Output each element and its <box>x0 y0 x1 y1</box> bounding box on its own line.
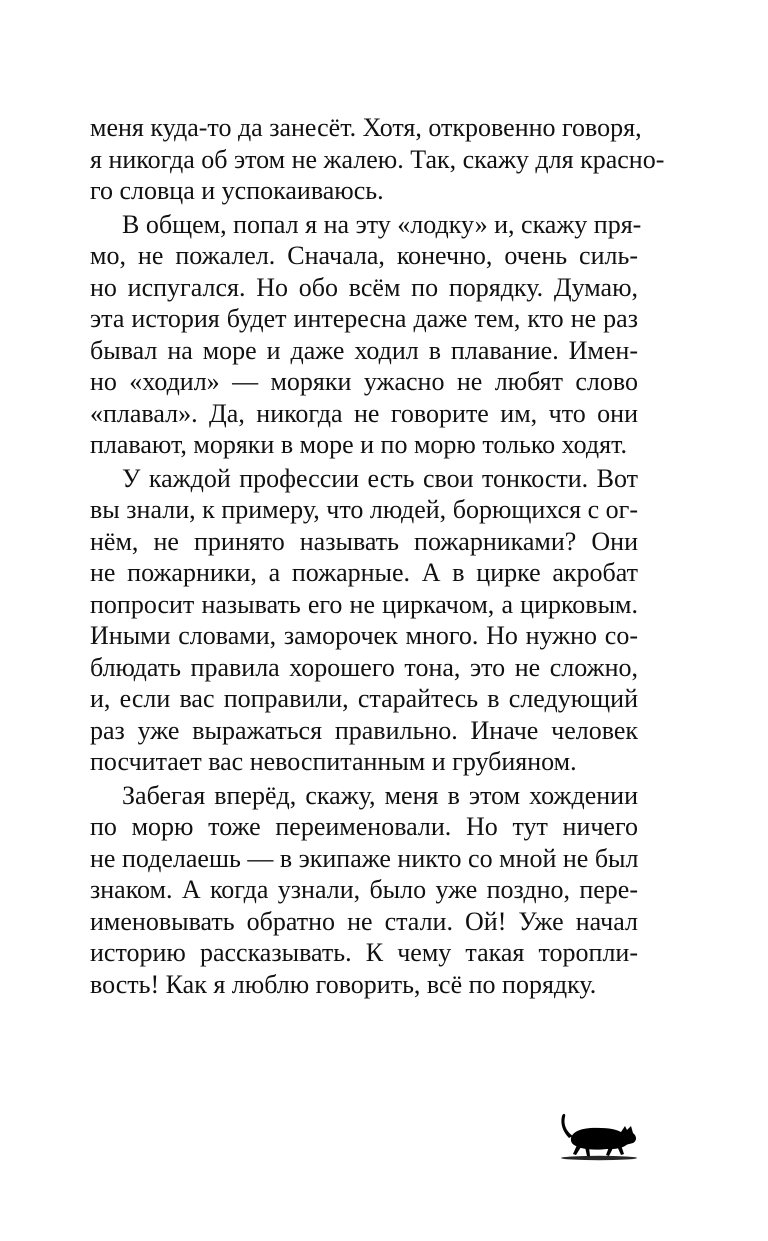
paragraph-1 <box>90 112 665 207</box>
text-line: го словца и успокаиваюсь. <box>90 176 384 205</box>
paragraph-3 <box>90 463 638 778</box>
text-line: и, если вас поправили, старайтесь в следующий <box>90 684 638 713</box>
text-line: вость! Как я люблю говорить, всё по порядку. <box>90 969 597 999</box>
paragraph-2 <box>90 209 642 461</box>
text-line: попросит называть его не циркачом, а цирковым. <box>90 589 638 619</box>
text-line: историю рассказывать. К чему такая торопли- <box>90 938 638 967</box>
text-line: нём, не принято называть пожарниками? Они <box>90 526 638 556</box>
text-line: бывал на море и даже ходил в плавание. Имен- <box>90 335 638 365</box>
text-line: вы знали, к примеру, что людей, борющихся с ог- <box>90 495 638 524</box>
text-line: не пожарники, а пожарные. А в цирке акробат <box>90 558 638 587</box>
body-text <box>90 112 665 1000</box>
text-line: У каждой профессии есть свои тонкости. Вот <box>122 463 638 493</box>
text-line: знаком. А когда узнали, было уже поздно, пере- <box>90 875 638 904</box>
text-line: не поделаешь — в экипаже никто со мной не был <box>90 843 639 873</box>
text-line: Иными словами, заморочек много. Но нужно со- <box>90 621 638 650</box>
text-line: блюдать правила хорошего тона, это не сложно, <box>90 652 638 682</box>
text-line: меня куда-то да занесёт. Хотя, откровенно говоря, <box>90 113 642 142</box>
walking-cat-icon <box>553 1108 643 1162</box>
text-line: плавают, моряки в море и по морю только ходят. <box>90 430 627 459</box>
paragraph-4 <box>90 780 638 1001</box>
text-line: раз уже выражаться правильно. Иначе человек <box>90 715 638 745</box>
text-line: эта история будет интересна даже тем, кто не раз <box>90 304 638 333</box>
text-line: посчитает вас невоспитанным и грубияном. <box>90 747 577 776</box>
text-line: но «ходил» — моряки ужасно не любят слово <box>90 367 638 396</box>
text-line: по морю тоже переименовали. Но тут ничего <box>90 812 638 841</box>
text-line: мо, не пожалел. Сначала, конечно, очень силь- <box>90 241 638 270</box>
text-line: но испугался. Но обо всём по порядку. Думаю, <box>90 272 638 302</box>
text-line: я никогда об этом не жалею. Так, скажу для красно- <box>90 144 665 174</box>
text-line: В общем, попал я на эту «лодку» и, скажу пря- <box>122 209 642 239</box>
text-line: «плавал». Да, никогда не говорите им, что они <box>90 398 638 428</box>
text-line: Забегая вперёд, скажу, меня в этом хождении <box>122 780 638 810</box>
text-line: именовывать обратно не стали. Ой! Уже начал <box>90 906 638 936</box>
